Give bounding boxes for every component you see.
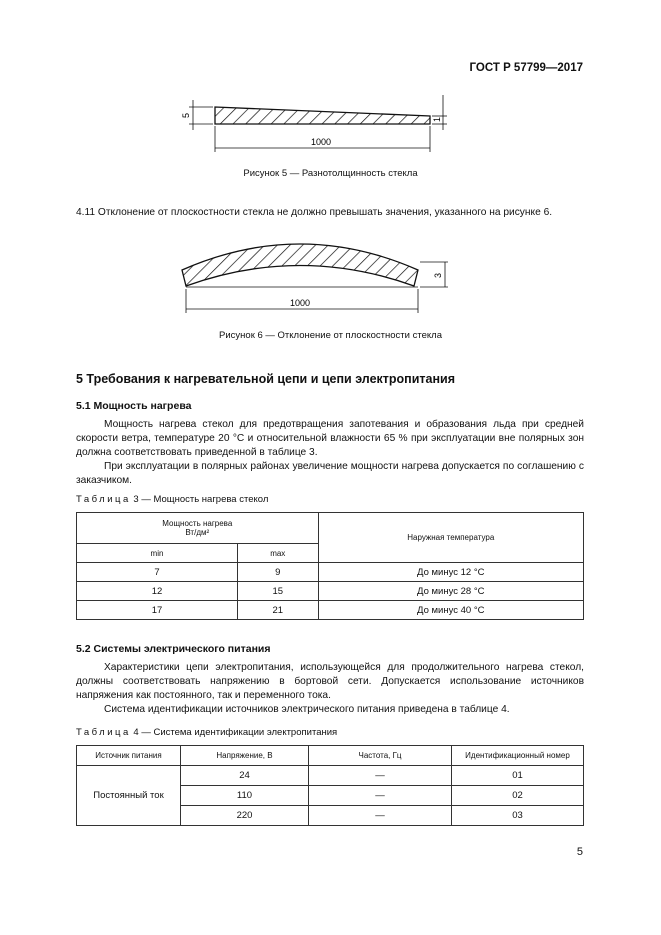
section-5-2-paragraph-2: Система идентификации источников электрического питания приведена в таблице 4.	[104, 704, 510, 715]
section-5-1-paragraph-2: При эксплуатации в полярных районах увеличение мощности нагрева допускается по соглашению с заказчиком.	[76, 461, 584, 486]
table-4-caption-label: Таблица	[76, 727, 131, 738]
section-5-title: 5 Требования к нагревательной цепи и цепи электропитания	[76, 372, 456, 386]
table-4-source-cell: Постоянный ток	[77, 766, 181, 826]
figure-6-flatness-diagram	[0, 230, 661, 320]
table-4	[76, 745, 584, 826]
table-4-header-source: Источник питания	[77, 746, 181, 766]
figure-6-glass-section	[182, 244, 418, 286]
table-3-caption-text: 3 — Мощность нагрева стекол	[133, 494, 269, 505]
section-5-1-paragraph-1: Мощность нагрева стекол для предотвращения запотевания и образования льда при средней скорости ветра, температуре 20 °С и относительной влажности 65 % при эксплуатации вне полярных зон должна соответствовать приведенной в таблице 3.	[76, 419, 584, 458]
figure-5-glass-section	[215, 107, 430, 124]
figure-5-left-dimension: 5	[181, 112, 191, 118]
table-4-header-voltage: Напряжение, В	[181, 746, 309, 766]
section-5-1-title: 5.1 Мощность нагрева	[76, 400, 192, 412]
table-3-caption	[76, 494, 268, 505]
table-4-caption-text: 4 — Система идентификации электропитания	[133, 727, 338, 738]
table-row: 110 — 02	[77, 786, 584, 806]
document-header: ГОСТ Р 57799—2017	[469, 62, 583, 74]
figure-5-caption: Рисунок 5 — Разнотолщинность стекла	[243, 168, 418, 179]
table-3-header-max: max	[237, 544, 318, 563]
table-3-header-min: min	[77, 544, 238, 563]
figure-5-thickness-diagram	[0, 0, 661, 160]
figure-6-length-dimension: 1000	[290, 298, 311, 308]
table-4-header-id: Идентификационный номер	[452, 746, 584, 766]
section-5-2-paragraph-1: Характеристики цепи электропитания, использующейся для продолжительного нагрева стекол, должны соответствовать напряжению в бортовой сети. Допускается использование источников напряжения как постоянного, так и переменного тока.	[76, 662, 584, 701]
table-3	[76, 512, 584, 620]
section-4-11-text: 4.11 Отклонение от плоскостности стекла не должно превышать значения, указанного на рисунке 6.	[76, 207, 553, 218]
table-row: 7 9 До минус 12 °С	[77, 563, 584, 582]
table-row: 220 — 03	[77, 806, 584, 826]
table-row: Постоянный ток 24 — 01	[77, 766, 584, 786]
figure-5-right-dimension: 1	[432, 116, 442, 122]
table-3-caption-label: Таблица	[76, 494, 131, 505]
table-row: 12 15 До минус 28 °С	[77, 582, 584, 601]
figure-5-length-dimension: 1000	[311, 137, 332, 147]
table-4-caption	[76, 727, 337, 738]
table-4-header-frequency: Частота, Гц	[309, 746, 452, 766]
page-number: 5	[576, 846, 583, 858]
table-3-header-power: Мощность нагрева Вт/дм²	[77, 513, 319, 544]
table-3-header-temperature: Наружная температура	[318, 513, 583, 563]
table-row: 17 21 До минус 40 °С	[77, 601, 584, 620]
figure-6-caption: Рисунок 6 — Отклонение от плоскостности стекла	[219, 330, 442, 341]
section-5-2-title: 5.2 Системы электрического питания	[76, 643, 271, 655]
figure-6-height-dimension: 3	[433, 272, 443, 278]
